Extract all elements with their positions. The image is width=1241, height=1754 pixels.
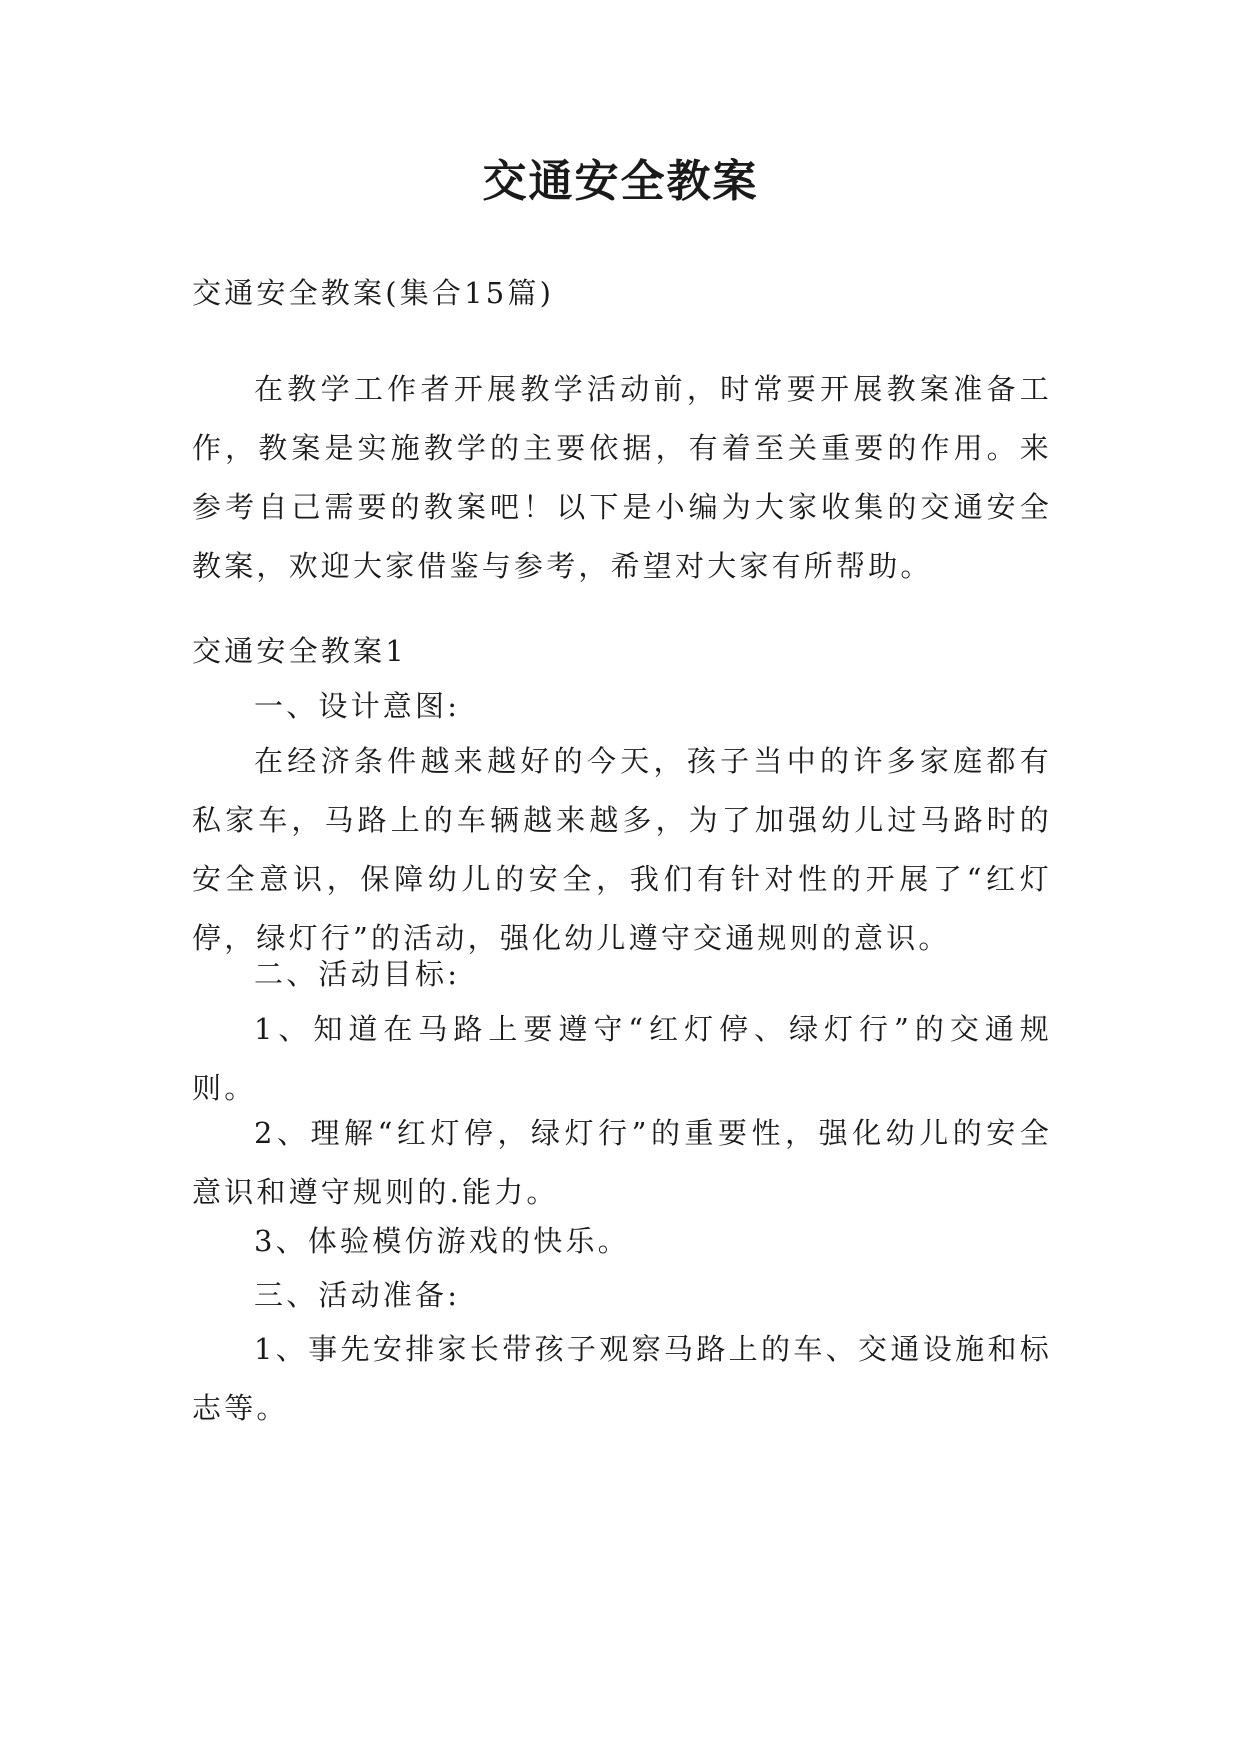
document-title: 交通安全教案 — [482, 156, 759, 207]
paragraph-goal-2: 2、理解“红灯停，绿灯行”的重要性，强化幼儿的安全意识和遵守规则的.能力。 — [192, 1116, 1052, 1209]
document-subtitle: 交通安全教案(集合15篇) — [192, 276, 555, 310]
intro-paragraph: 在教学工作者开展教学活动前，时常要开展教案准备工作，教案是实施教学的主要依据，有着至关重要的作用。来参考自己需要的教案吧！以下是小编为大家收集的交通安全教案，欢迎大家借鉴与参考，希望对大家有所帮助。 — [192, 372, 1052, 583]
paragraph-design-intent-heading: 一、设计意图: — [254, 689, 461, 723]
paragraph-preparation-1: 1、事先安排家长带孩子观察马路上的车、交通设施和标志等。 — [192, 1332, 1052, 1425]
paragraph-design-intent: 在经济条件越来越好的今天，孩子当中的许多家庭都有私家车，马路上的车辆越来越多，为了加强幼儿过马路时的安全意识，保障幼儿的安全，我们有针对性的开展了“红灯停，绿灯行”的活动，强化幼儿遵守交通规则的意识。 — [192, 744, 1052, 955]
paragraph-goals-heading: 二、活动目标: — [254, 957, 461, 991]
paragraph-goal-3: 3、体验模仿游戏的快乐。 — [254, 1224, 630, 1258]
paragraph-goal-1: 1、知道在马路上要遵守“红灯停、绿灯行”的交通规则。 — [192, 1012, 1052, 1105]
paragraph-preparation-heading: 三、活动准备: — [254, 1278, 461, 1312]
section-heading: 交通安全教案1 — [192, 634, 407, 668]
